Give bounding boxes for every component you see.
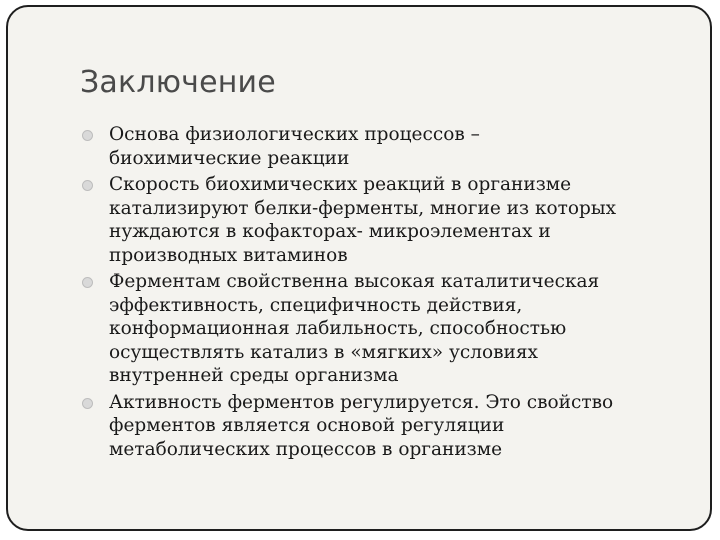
bullet-item xyxy=(82,270,692,388)
bullet-text-line: катализируют белки-ферменты, многие из которых xyxy=(109,197,617,219)
bullet-item xyxy=(82,173,692,267)
bullet-text-line: Основа физиологических процессов – xyxy=(109,124,480,145)
slide-frame xyxy=(6,5,712,531)
bullet-text-line: Скорость биохимических реакций в организме xyxy=(109,174,572,195)
bullet-text-line: Ферментам свойственна высокая каталитическая xyxy=(109,271,600,292)
slide-title: Заключение xyxy=(80,65,276,100)
bullet-dot-icon xyxy=(82,398,93,409)
bullet-text-line: нуждаются в кофакторах- микроэлементах и xyxy=(109,221,551,242)
bullet-text-line: биохимические реакции xyxy=(109,147,350,169)
bullet-text-line: метаболических процессов в организме xyxy=(109,438,503,460)
bullet-text-line: производных витаминов xyxy=(109,244,348,266)
bullet-text-line: ферментов является основой регуляции xyxy=(109,415,505,436)
bullet-item xyxy=(82,391,692,462)
bullet-dot-icon xyxy=(82,180,93,191)
bullet-item xyxy=(82,123,692,170)
bullet-list xyxy=(82,123,692,464)
bullet-dot-icon xyxy=(82,130,93,141)
bullet-text-line: Активность ферментов регулируется. Это свойство xyxy=(109,391,614,413)
bullet-text-line: осуществлять катализ в «мягких» условиях xyxy=(109,341,538,363)
bullet-text-line: конформационная лабильность, способностью xyxy=(109,318,567,339)
bullet-text-line: внутренней среды организма xyxy=(109,365,399,386)
bullet-text-line: эффективность, специфичность действия, xyxy=(109,294,523,316)
bullet-dot-icon xyxy=(82,277,93,288)
